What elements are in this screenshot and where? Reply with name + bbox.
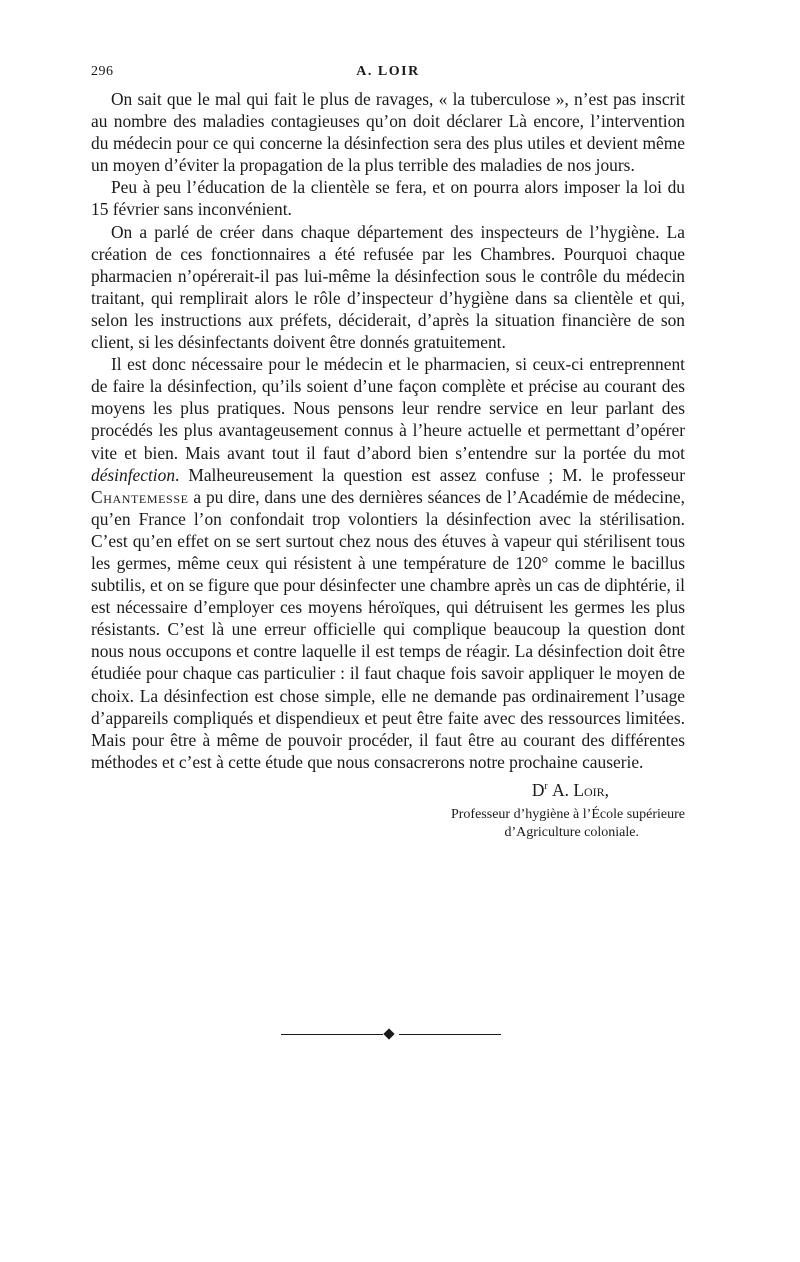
body-text: [91, 88, 685, 773]
ornament-rule-right: [399, 1034, 501, 1035]
italic-term: désinfection: [91, 464, 176, 485]
affiliation-line: d’Agriculture coloniale.: [504, 824, 639, 840]
page-number: 296: [91, 64, 114, 79]
signature: [91, 775, 685, 802]
page-header: [91, 62, 685, 88]
paragraph-text: a pu dire, dans une des dernières séances de l’Académie de médecine, qu’en France l’on confondait trop volontiers la désinfection avec la stérilisation. C’est qu’en effet on se sert surtout chez nous des étuves à vapeur qui stérilisent tous les germes, même ceux qui résistent à une température de 120° comme le bacillus subtilis, et on se figure que pour désinfecter une chambre après un cas de diphtérie, il est nécessaire d’employer ces moyens héroïques, qui détruisent les germes les plus résistants. C’est là une erreur officielle qui complique beaucoup la question dont nous nous occupons et contre laquelle il est temps de réagir. La désinfection doit être étudiée pour chaque cas particulier : il faut chaque fois savoir appliquer le moyen de choix. La désinfection est chose simple, elle ne demande pas ordinairement l’usage d’appareils compliqués et dispendieux et peut être faite avec des ressources limitées. Mais pour être à même de pouvoir procéder, il faut être au courant des différentes méthodes et c’est à cette étude que nous consacrerons notre prochaine causerie.: [91, 486, 685, 772]
signature-affiliation: [91, 806, 685, 842]
cited-author-name: Chantemesse: [91, 486, 189, 507]
diamond-icon: [383, 1028, 394, 1039]
document-page: [91, 62, 685, 842]
paragraph: Peu à peu l’éducation de la clientèle se fera, et on pourra alors imposer la loi du 15 février sans inconvénient.: [91, 177, 685, 220]
paragraph-text: Il est donc nécessaire pour le médecin et le pharmacien, si ceux-ci entreprennent de faire la désinfection, qu’ils soient d’une façon complète et précise au courant des moyens les plus pratiques. Nous pensons leur rendre service en leur parlant des procédés les plus avantageusement connus à l’heure actuelle et permettant d’opérer vite et bien. Mais avant tout il faut d’abord bien s’entendre sur la portée du mot: [91, 354, 685, 463]
paragraph: On a parlé de créer dans chaque département des inspecteurs de l’hygiène. La création de ces fonctionnaires a été refusée par les Chambres. Pourquoi chaque pharmacien n’opérerait-il pas lui-même la désinfection sous le contrôle du médecin traitant, qui remplirait alors le rôle d’inspecteur d’hygiène dans sa clientèle et qui, selon les instructions aux préfets, déciderait, d’après la situation financière de son client, si les désinfectants doivent être donnés gratuitement.: [91, 221, 685, 353]
signature-name: A. Loir,: [552, 779, 609, 800]
paragraph: On sait que le mal qui fait le plus de ravages, « la tuberculose », n’est pas inscrit au nombre des maladies contagieuses qu’on doit déclarer Là encore, l’intervention du médecin pour ce qui concerne la désinfection sera des plus utiles et devient même un moyen d’éviter la propagation de la plus terrible des maladies de nos jours.: [91, 89, 685, 176]
paragraph-last: [91, 353, 685, 773]
end-ornament: [281, 1029, 501, 1041]
affiliation-line: Professeur d’hygiène à l’École supérieure: [450, 806, 685, 822]
ornament-rule-left: [281, 1034, 383, 1035]
signature-title: D: [531, 779, 545, 800]
signature-title-sup: r: [544, 780, 548, 792]
paragraph-text: . Malheureusement la question est assez confuse ; M. le professeur: [175, 464, 685, 485]
running-head: A. LOIR: [356, 64, 420, 79]
